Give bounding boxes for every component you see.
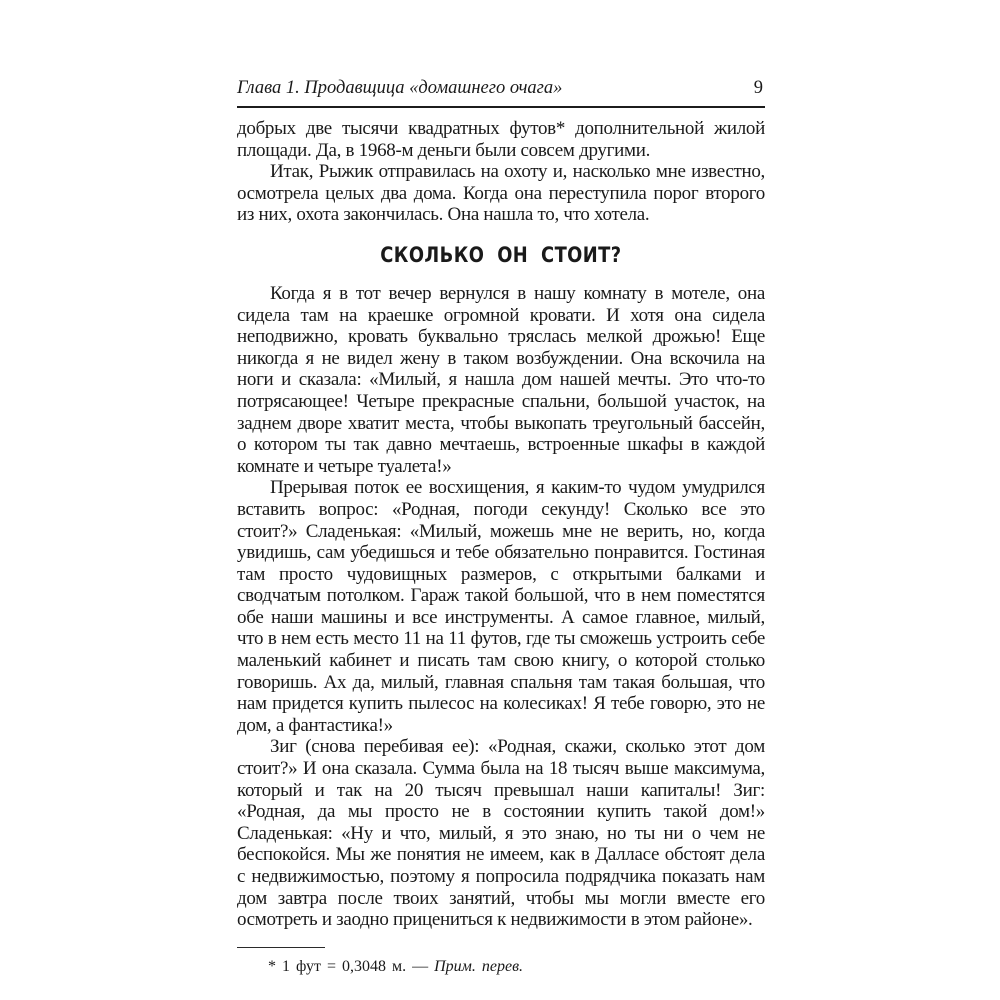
page-header [237, 78, 765, 108]
page-body [237, 118, 765, 931]
footnote [237, 947, 765, 976]
footnote-translator-note: Прим. перев. [434, 957, 524, 975]
footnote-rule [237, 947, 325, 948]
running-title: Глава 1. Продавщица «домашнего очага» [237, 78, 563, 98]
paragraph: Итак, Рыжик отправилась на охоту и, насколько мне известно, осмотрела целых два дома. Когда она переступила порог второго из них, охота закончилась. Она нашла то, что хотела. [237, 161, 765, 226]
section-heading [237, 242, 765, 268]
page-number: 9 [753, 78, 763, 98]
section-heading-text: СКОЛЬКО ОН СТОИТ? [380, 242, 622, 267]
paragraph: Прерывая поток ее восхищения, я каким-то чудом умудрился вставить вопрос: «Родная, погоди секунду! Сколько все это стоит?» Сладенькая: «Милый, можешь мне не верить, но, когда увидишь, сам убедишься и тебе обязательно понравится. Гостиная там просто чудовищных размеров, с открытыми балками и сводчатым потолком. Гараж такой большой, что в нем поместятся обе наши машины и все инструменты. А самое главное, милый, что в нем есть место 11 на 11 футов, где ты сможешь устроить себе маленький кабинет и писать там свою книгу, о которой столько говоришь. Ах да, милый, главная спальня там такая большая, что нам придется купить пылесос на колесиках! Я тебе говорю, это не дом, а фантастика!» [237, 477, 765, 736]
paragraph-continuation: добрых две тысячи квадратных футов* дополнительной жилой площади. Да, в 1968-м деньги были совсем другими. [237, 118, 765, 161]
paragraph: Зиг (снова перебивая ее): «Родная, скажи, сколько этот дом стоит?» И она сказала. Сумма была на 18 тысяч выше максимума, который и так на 20 тысяч превышал наши капиталы! Зиг: «Родная, да мы просто не в состоянии купить такой дом!» Сладенькая: «Ну и что, милый, я это знаю, но ты ни о чем не беспокойся. Мы же понятия не имеем, как в Далласе обстоят дела с недвижимостью, поэтому я попросила подрядчика показать нам дом завтра после твоих занятий, чтобы мы могли вместе его осмотреть и заодно прицениться к недвижимости в этом районе». [237, 736, 765, 931]
paragraph: Когда я в тот вечер вернулся в нашу комнату в мотеле, она сидела там на краешке огромной кровати. И хотя она сидела неподвижно, кровать буквально тряслась мелкой дрожью! Еще никогда я не видел жену в таком возбуждении. Она вскочила на ноги и сказала: «Милый, я нашла дом нашей мечты. Это что-то потрясающее! Четыре прекрасные спальни, большой участок, на заднем дворе хватит места, чтобы выкопать треугольный бассейн, о котором ты так давно мечтаешь, встроенные шкафы в каждой комнате и четыре туалета!» [237, 282, 765, 477]
footnote-text [237, 957, 765, 976]
footnote-marker: * 1 фут = 0,3048 м. — [268, 957, 435, 975]
page-content [237, 0, 765, 976]
